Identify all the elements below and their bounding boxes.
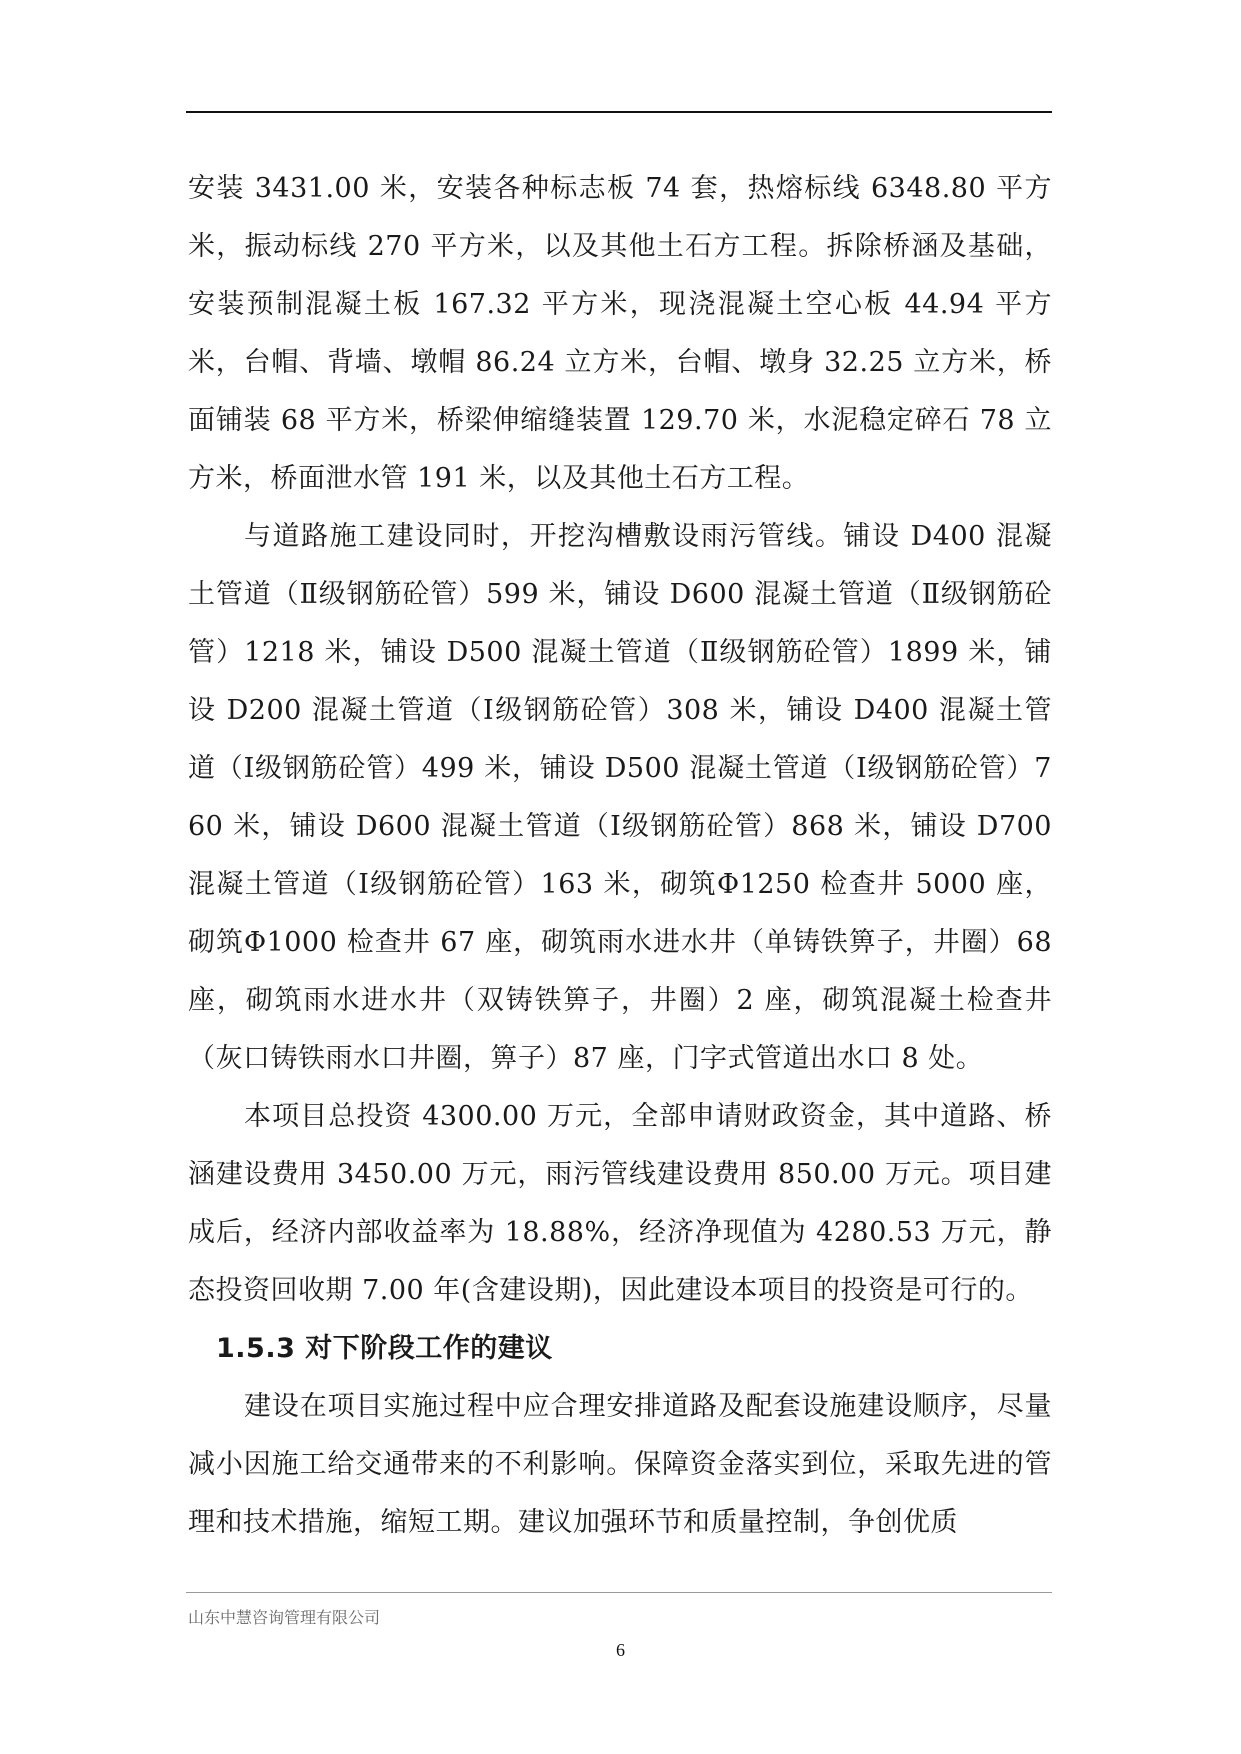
section-heading: 1.5.3 对下阶段工作的建议 xyxy=(216,1333,553,1364)
page-number: 6 xyxy=(616,1640,625,1660)
paragraph-continuation: 安装 3431.00 米，安装各种标志板 74 套，热熔标线 6348.80 平方米，振动标线 270 平方米，以及其他土石方工程。拆除桥涵及基础，安装预制混凝土板 167.32 平方米，现浇混凝土空心板 44.94 平方米，台帽、背墙、墩帽 86.24 立方米，台帽、墩身 32.25 立方米，桥面铺装 68 平方米，桥梁伸缩缝装置 129.70 米，水泥稳定碎石 78 立方米，桥面泄水管 191 米，以及其他土石方工程。 xyxy=(188,173,1052,494)
paragraph-pipelines: 与道路施工建设同时，开挖沟槽敷设雨污管线。铺设 D400 混凝土管道（Ⅱ级钢筋砼管）599 米，铺设 D600 混凝土管道（Ⅱ级钢筋砼管）1218 米，铺设 D500 混凝土管道（Ⅱ级钢筋砼管）1899 米，铺设 D200 混凝土管道（Ⅰ级钢筋砼管）308 米，铺设 D400 混凝土管道（Ⅰ级钢筋砼管）499 米，铺设 D500 混凝土管道（Ⅰ级钢筋砼管）760 米，铺设 D600 混凝土管道（Ⅰ级钢筋砼管）868 米，铺设 D700 混凝土管道（Ⅰ级钢筋砼管）163 米，砌筑Φ1250 检查井 5000 座，砌筑Φ1000 检查井 67 座，砌筑雨水进水井（单铸铁箅子，井圈）68 座，砌筑雨水进水井（双铸铁箅子，井圈）2 座，砌筑混凝土检查井（灰口铸铁雨水口井圈，箅子）87 座，门字式管道出水口 8 处。 xyxy=(188,521,1052,1074)
footer-company-name: 山东中慧咨询管理有限公司 xyxy=(188,1608,381,1627)
footer-rule xyxy=(186,1592,1052,1593)
body-content xyxy=(188,160,1052,1552)
header-rule xyxy=(186,111,1052,113)
paragraph-investment: 本项目总投资 4300.00 万元，全部申请财政资金，其中道路、桥涵建设费用 3450.00 万元，雨污管线建设费用 850.00 万元。项目建成后，经济内部收益率为 18.88%，经济净现值为 4280.53 万元，静态投资回收期 7.00 年(含建设期)，因此建设本项目的投资是可行的。 xyxy=(188,1101,1052,1306)
paragraph-recommendations: 建设在项目实施过程中应合理安排道路及配套设施建设顺序，尽量减小因施工给交通带来的不利影响。保障资金落实到位，采取先进的管理和技术措施，缩短工期。建议加强环节和质量控制，争创优质 xyxy=(188,1391,1052,1538)
